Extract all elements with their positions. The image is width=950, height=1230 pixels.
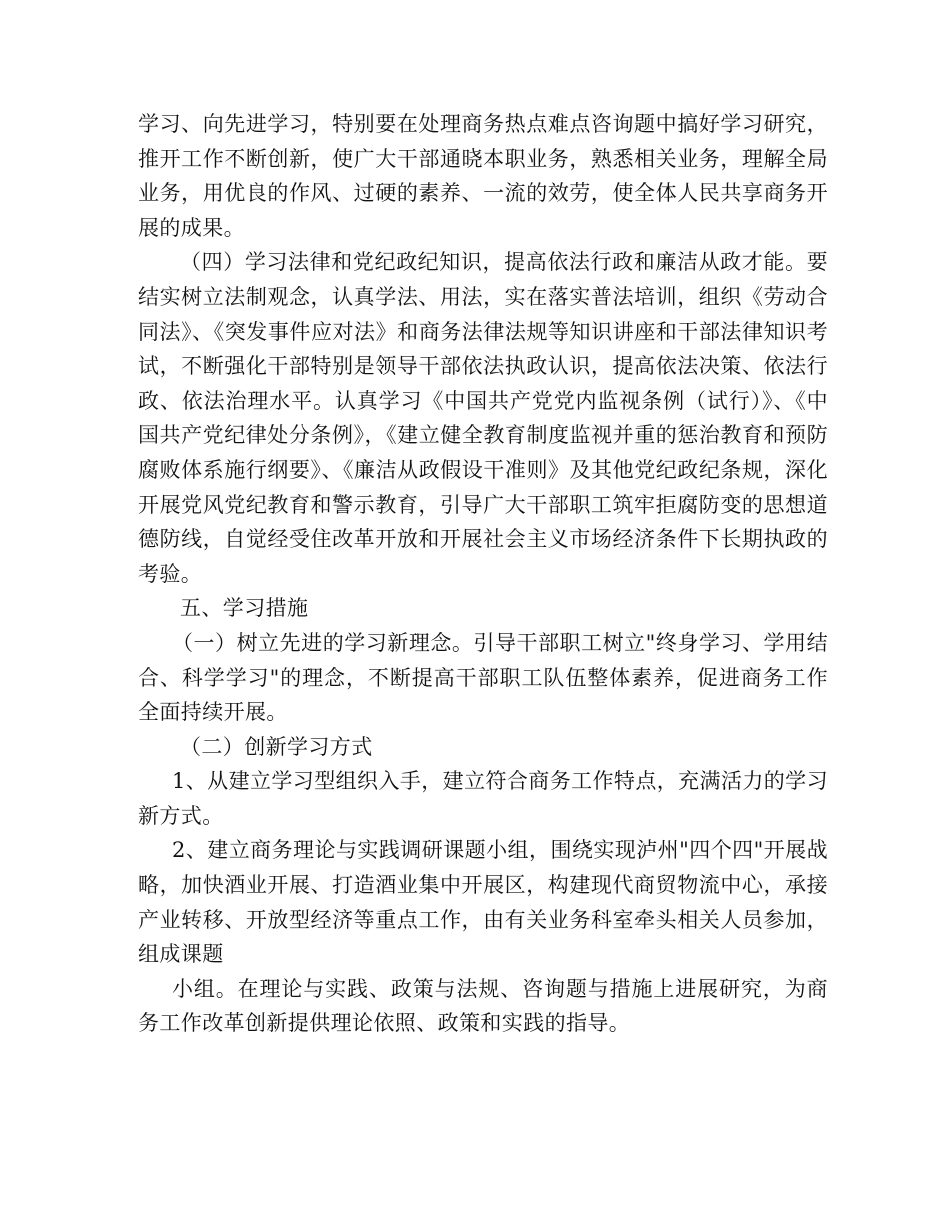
subheading-2: （二）创新学习方式 [180,734,373,759]
paragraph-3: （一）树立先进的学习新理念。引导干部职工树立"终身学习、学用结合、科学学习"的理念，不断提高干部职工队伍整体素养，促进商务工作全面持续开展。 [138,630,828,725]
paragraph-4: 小组。在理论与实践、政策与法规、咨询题与措施上进展研究，为商务工作改革创新提供理论依照、政策和实践的指导。 [138,976,828,1036]
document-body [138,107,828,1041]
paragraph-1: 学习、向先进学习，特别要在处理商务热点难点咨询题中搞好学习研究，推开工作不断创新，使广大干部通晓本职业务，熟悉相关业务，理解全局业务，用优良的作风、过硬的素养、一流的效劳，使全体人民共享商务开展的成果。 [138,112,828,240]
list-item-1: 1、从建立学习型组织入手，建立符合商务工作特点，充满活力的学习新方式。 [138,769,828,828]
list-item-2: 2、建立商务理论与实践调研课题小组，围绕实现泸州"四个四"开展战略，加快酒业开展、打造酒业集中开展区，构建现代商贸物流中心，承接产业转移、开放型经济等重点工作，由有关业务科室牵头相关人员参加，组成课题 [138,838,828,967]
section-heading-5: 五、学习措施 [180,596,309,621]
paragraph-2: （四）学习法律和党纪政纪知识，提高依法行政和廉洁从政才能。要结实树立法制观念，认真学法、用法，实在落实普法培训，组织《劳动合同法》、《突发事件应对法》和商务法律法规等知识讲座和干部法律知识考试，不断强化干部特别是领导干部依法执政认识，提高依法决策、依法行政、依法治理水平。认真学习《中国共产党党内监视条例（试行）》、《中国共产党纪律处分条例》，《建立健全教育制度监视并重的惩治教育和预防腐败体系施行纲要》、《廉洁从政假设干准则》及其他党纪政纪条规，深化开展党风党纪教育和警示教育，引导广大干部职工筑牢拒腐防变的思想道德防线，自觉经受住改革开放和开展社会主义市场经济条件下长期执政的考验。 [138,250,828,586]
